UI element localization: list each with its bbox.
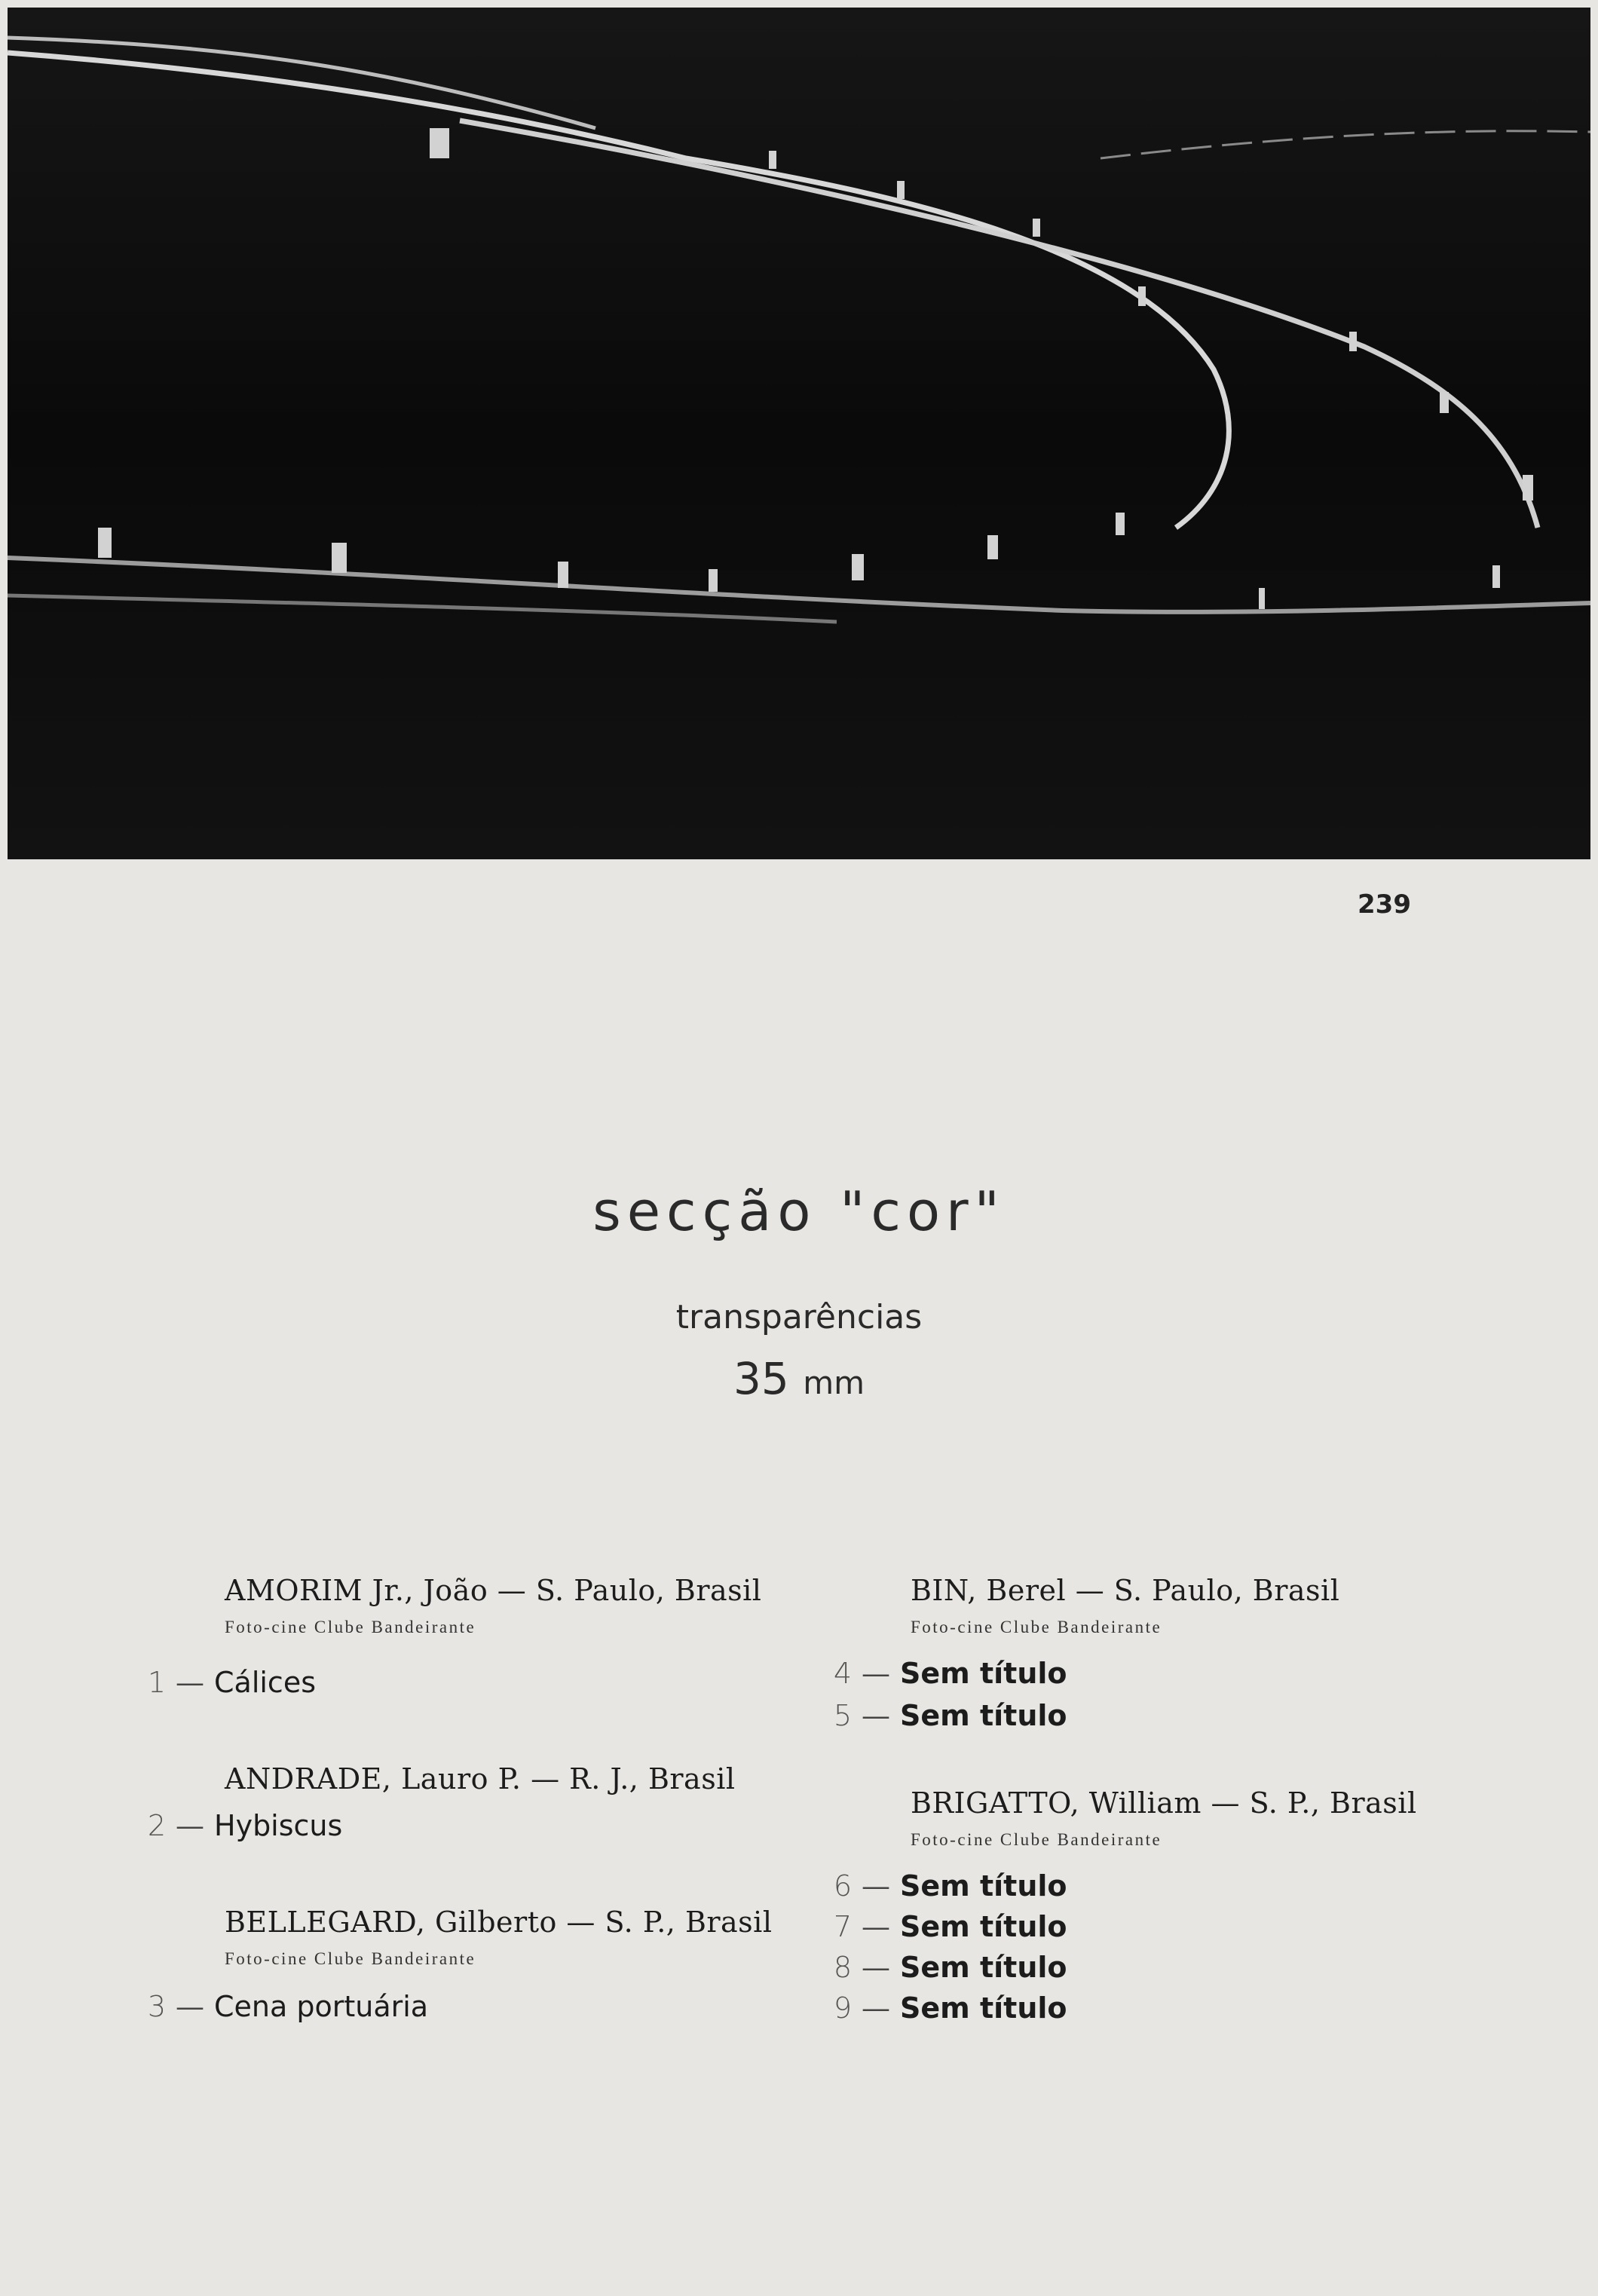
work-dash: —: [862, 1657, 890, 1690]
work-item: [826, 1869, 1067, 1903]
work-item: [826, 1699, 1067, 1732]
work-number: 2: [147, 1809, 166, 1842]
work-title: Hybiscus: [214, 1809, 343, 1842]
work-item: [140, 1666, 316, 1699]
work-number: 3: [147, 1990, 166, 2023]
work-title: Sem título: [900, 1657, 1067, 1690]
work-dash: —: [862, 1951, 890, 1984]
work-number: 9: [833, 1991, 852, 2025]
work-title: Sem título: [900, 1869, 1067, 1903]
work-item: [826, 1951, 1067, 1984]
work-title: Cena portuária: [214, 1990, 429, 2023]
work-number: 4: [833, 1657, 852, 1690]
work-dash: —: [862, 1910, 890, 1943]
author-name: ANDRADE, Lauro P. — R. J., Brasil: [225, 1762, 736, 1795]
film-format: [0, 1353, 1598, 1404]
club-name: Foto-cine Clube Bandeirante: [911, 1618, 1162, 1636]
night-fence-curve-photo-icon: [8, 8, 1590, 859]
work-title: Sem título: [900, 1951, 1067, 1984]
work-title: Sem título: [900, 1991, 1067, 2025]
club-name: Foto-cine Clube Bandeirante: [225, 1618, 476, 1636]
work-item: [140, 1990, 428, 2023]
work-number: 7: [833, 1910, 852, 1943]
work-item: [140, 1809, 342, 1842]
work-title: Cálices: [214, 1666, 317, 1699]
work-dash: —: [862, 1991, 890, 2025]
work-title: Sem título: [900, 1699, 1067, 1732]
section-heading: secção "cor": [592, 1180, 1006, 1243]
work-dash: —: [176, 1666, 204, 1699]
film-format-unit: mm: [803, 1364, 865, 1401]
work-number: 1: [147, 1666, 166, 1699]
work-dash: —: [862, 1699, 890, 1732]
author-name: BRIGATTO, William — S. P., Brasil: [911, 1786, 1417, 1820]
work-number: 8: [833, 1951, 852, 1984]
work-number: 5: [833, 1699, 852, 1732]
section-subheading: transparências: [675, 1298, 923, 1336]
work-dash: —: [176, 1990, 204, 2023]
film-format-value: 35: [733, 1353, 789, 1404]
club-name: Foto-cine Clube Bandeirante: [911, 1830, 1162, 1849]
work-item: [826, 1910, 1067, 1943]
author-name: AMORIM Jr., João — S. Paulo, Brasil: [225, 1574, 762, 1607]
work-item: [826, 1991, 1067, 2025]
club-name: Foto-cine Clube Bandeirante: [225, 1949, 476, 1968]
work-title: Sem título: [900, 1910, 1067, 1943]
work-number: 6: [833, 1869, 852, 1903]
work-dash: —: [862, 1869, 890, 1903]
work-item: [826, 1657, 1067, 1690]
page-number: 239: [1358, 889, 1411, 920]
night-fence-photo: [8, 8, 1590, 859]
author-name: BELLEGARD, Gilberto — S. P., Brasil: [225, 1906, 773, 1939]
author-name: BIN, Berel — S. Paulo, Brasil: [911, 1574, 1340, 1607]
work-dash: —: [176, 1809, 204, 1842]
